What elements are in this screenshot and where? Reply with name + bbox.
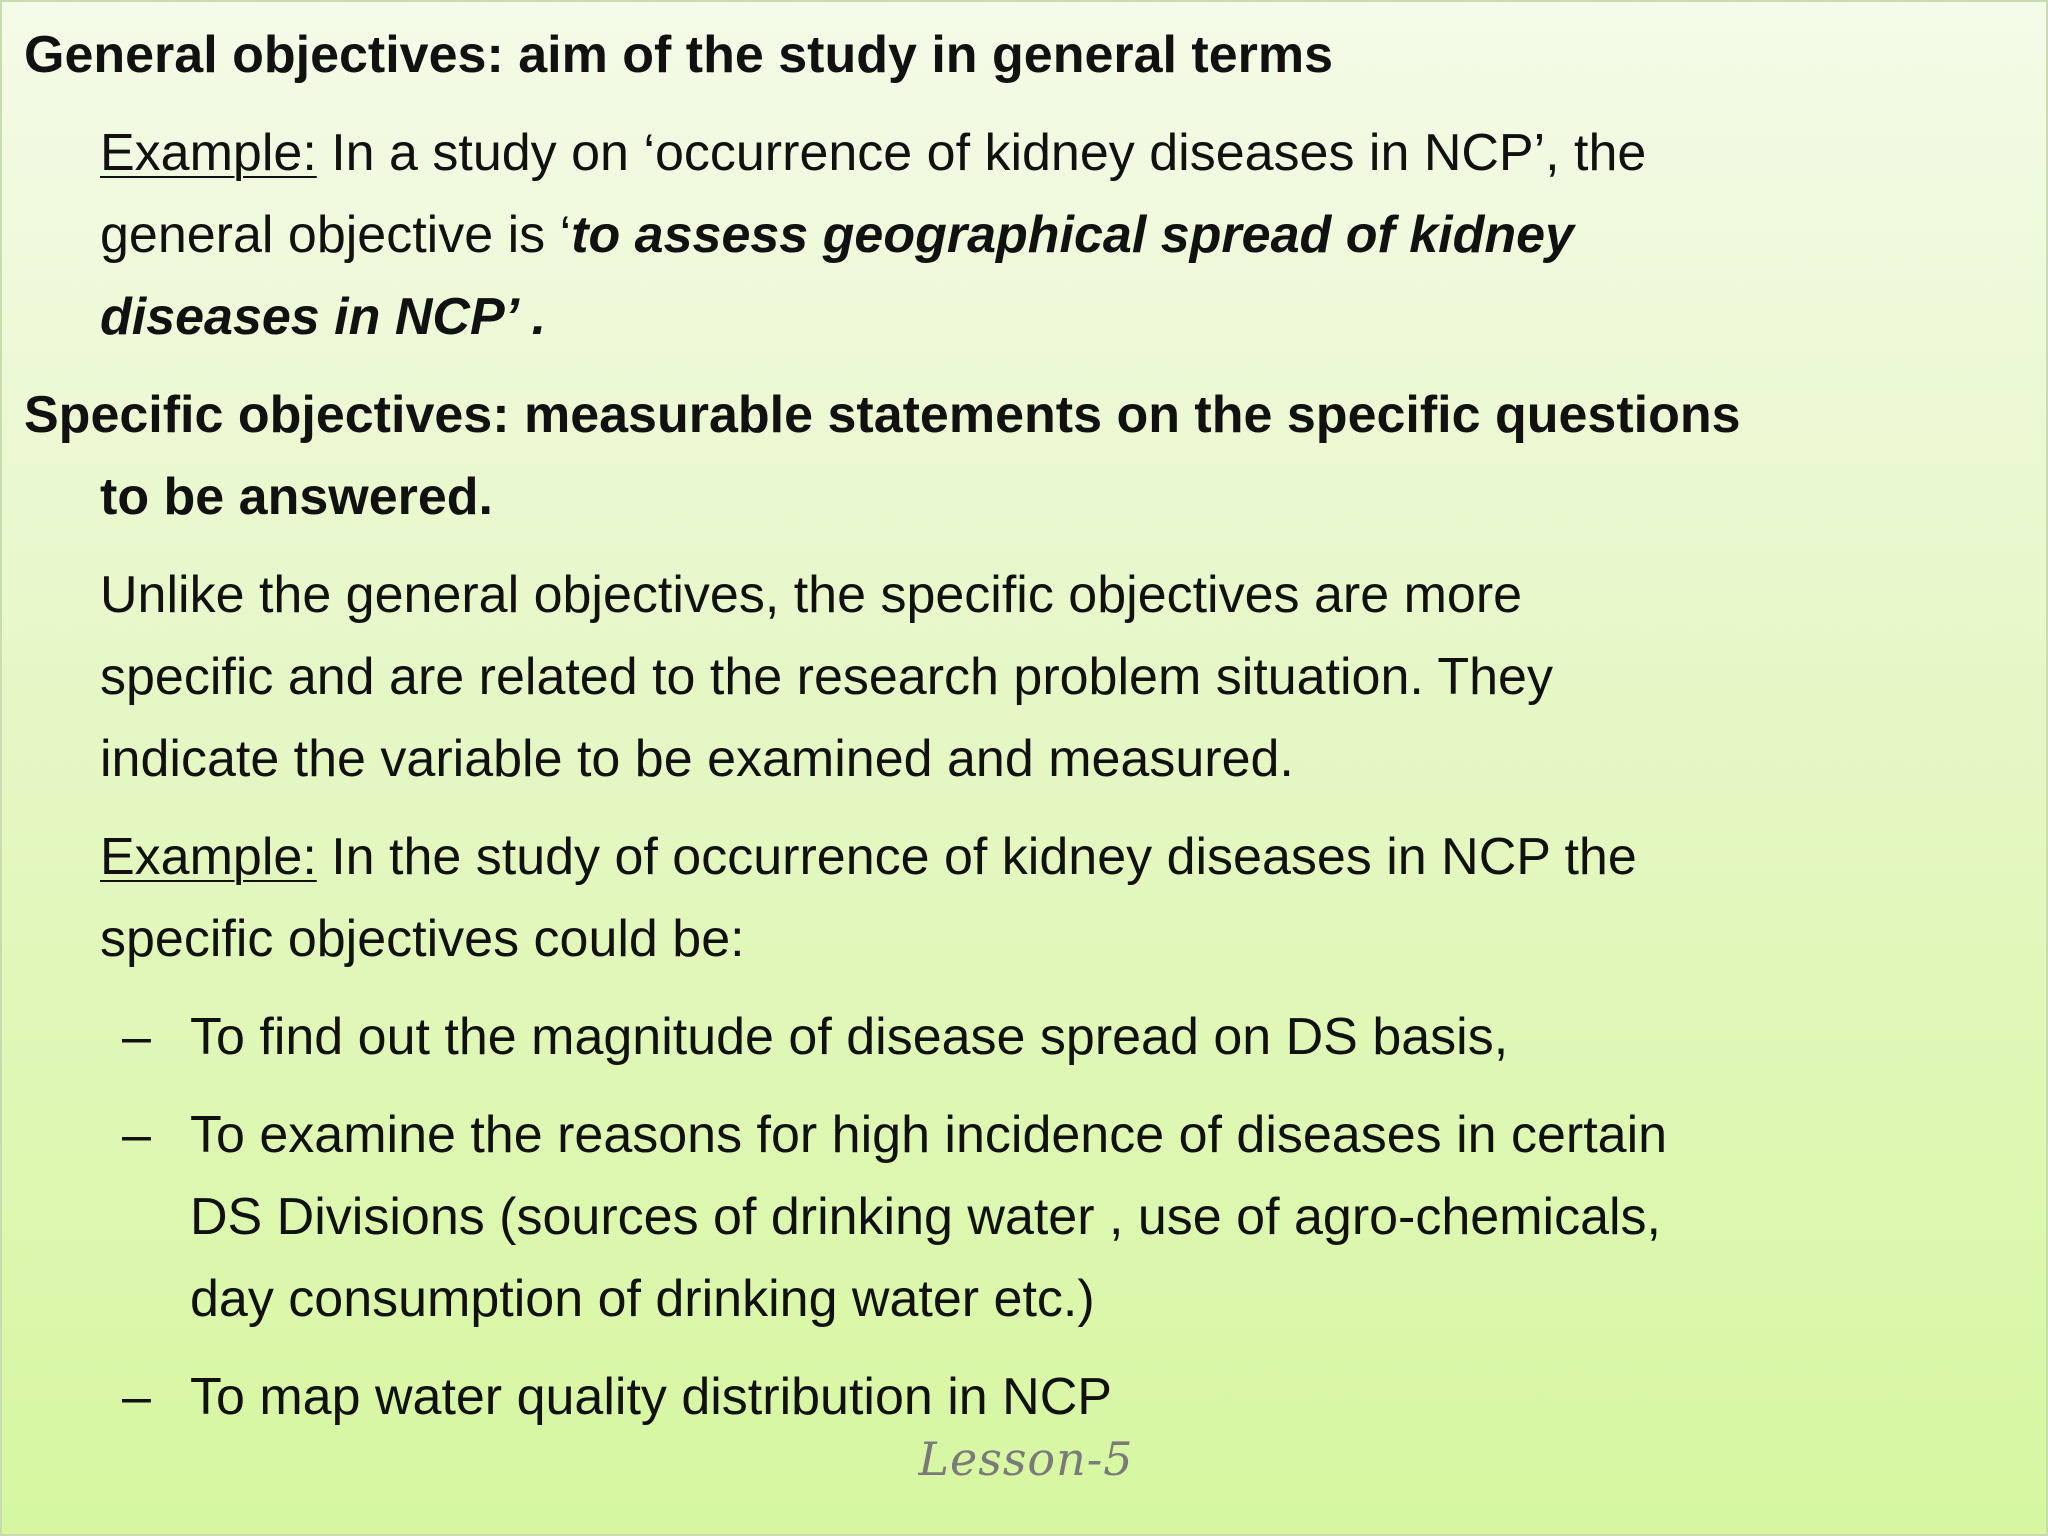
bullet-dash: – (122, 1368, 151, 1426)
general-example-text-1: In a study on ‘occurrence of kidney diseases in NCP’, the (316, 124, 1647, 182)
specific-example-text-1: In the study of occurrence of kidney diseases in NCP the (316, 828, 1637, 886)
specific-paragraph-line-2: specific and are related to the research problem situation. They (100, 648, 1553, 706)
bullet-3-line-1: To map water quality distribution in NCP (190, 1368, 1112, 1426)
specific-objectives-heading-line-2: to be answered. (100, 468, 493, 526)
general-example-emphasis-1: to assess geographical spread of kidney (571, 206, 1574, 264)
specific-example-label: Example: (100, 828, 317, 886)
lesson-footer: Lesson-5 (918, 1432, 1134, 1486)
specific-paragraph-line-1: Unlike the general objectives, the specific objectives are more (100, 566, 1523, 624)
specific-example-line-2: specific objectives could be: (100, 910, 745, 968)
general-example-text-2: general objective is ‘ (100, 206, 572, 264)
bullet-2-line-3: day consumption of drinking water etc.) (190, 1270, 1095, 1328)
specific-objectives-heading-line-1: Specific objectives: measurable statements on the specific questions (24, 386, 1741, 444)
general-example-label: Example: (100, 124, 317, 182)
general-example-line-2 (100, 204, 1574, 266)
bullet-dash: – (122, 1106, 151, 1164)
specific-example-line-1 (100, 826, 1637, 888)
specific-paragraph-line-3: indicate the variable to be examined and measured. (100, 730, 1294, 788)
bullet-2-line-1: To examine the reasons for high incidence of diseases in certain (190, 1106, 1668, 1164)
bullet-1-line-1: To find out the magnitude of disease spread on DS basis, (190, 1008, 1509, 1066)
general-objectives-heading: General objectives: aim of the study in general terms (24, 26, 1334, 84)
bullet-dash: – (122, 1008, 151, 1066)
general-example-line-1 (100, 122, 1646, 184)
bullet-2-line-2: DS Divisions (sources of drinking water , use of agro-chemicals, (190, 1188, 1662, 1246)
general-example-emphasis-2: diseases in NCP’ . (100, 288, 547, 346)
